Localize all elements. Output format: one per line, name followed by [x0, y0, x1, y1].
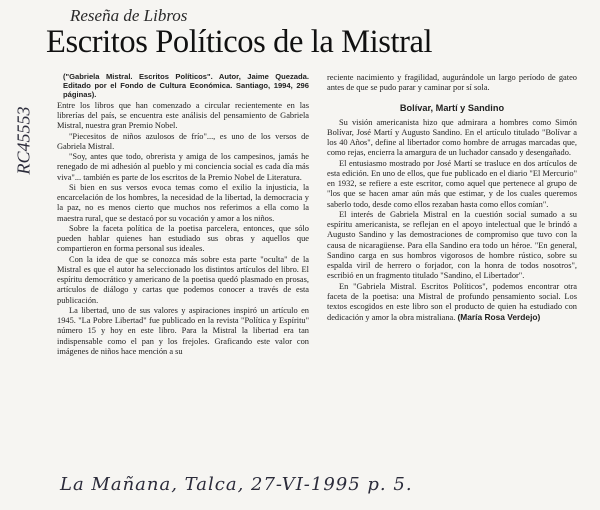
paragraph: "Soy, antes que todo, obrerista y amiga de los campesinos, jamás he renegado de mi adhesión al pueblo y mi conciencia social es cada día más viva"... también es parte de los escritos de la Premio Nobel de Literatura. [57, 152, 309, 182]
handwritten-source-note: La Mañana, Talca, 27-VI-1995 p. 5. [60, 474, 413, 495]
catalog-code-text: RC45553 [13, 105, 34, 175]
paragraph: Su visión americanista hizo que admirara a hombres como Simón Bolívar, José Martí y Augusto Sandino. En el artículo titulado "Bolívar a los 40 Años", define al libertador como hombre de arrugas marcadas que, como rejas, encierra la amargura de un luchador cansado y desengañado. [327, 117, 577, 158]
paragraph: La libertad, uno de sus valores y aspiraciones inspiró un artículo en 1945. "La Pobre Libertad" fue publicado en la revista "Política y Espíritu" número 15 y hoy en este libro. Para la Mistral la libertad era tan indispensable como el pan y los frejoles. Graficando este valor con imágenes de niños hace mención a su [57, 305, 309, 356]
paragraph: "Piecesitos de niños azulosos de frío"..., es uno de los versos de Gabriela Mistral. [57, 131, 309, 151]
subheading: Bolívar, Martí y Sandino [399, 102, 505, 113]
section-label: Reseña de Libros [70, 6, 188, 25]
byline: (María Rosa Verdejo) [457, 312, 541, 323]
article-headline: Escritos Políticos de la Mistral [46, 24, 433, 60]
paragraph: Si bien en sus versos evoca temas como el exilio la injusticia, la encarcelación de los hombres, la necesidad de la libertad, la democracia y la paz, no es menos cierto que muchos nos referimos a ella como la maestra rural, que se destacó por su vocación y amor a los niños. [57, 182, 309, 223]
book-reference: ("Gabriela Mistral. Escritos Políticos". Autor, Jaime Quezada. Editado por el Fondo de Cultura Económica. Santiago, 1994, 296 páginas). [63, 72, 309, 99]
paragraph: El interés de Gabriela Mistral en la cuestión social sumado a su espíritu americanista, se reflejan en el apoyo intelectual que le brindó a Augusto Sandino y las demostraciones de compromiso que tuvo con la causa de nicaragüense. Para ella Sandino era todo un héroe. "En general, Sandino carga en sus hombros vigorosos de hombre rústico, sobre su espalda viril de herrero o forjador, con la honra de todos nosotros", escribió en un fragmento titulado "Sandino, el Libertador". [327, 209, 577, 281]
handwritten-catalog-code [4, 90, 44, 190]
paragraph: En "Gabriela Mistral. Escritos Políticos", podemos encontrar otra faceta de la poetisa: una Mistral de profundo pensamiento social. Los textos escogidos en este libro son el producto de quien ha estudiado con dedicación y amor la obra mistraliana. (María Rosa Verdejo) [327, 281, 577, 323]
paragraph: Con la idea de que se conozca más sobre esta parte "oculta" de la Mistral es que el autor ha seleccionado los distintos artículos del libro. El espíritu democrático y americano de la poetisa quedó plasmado en prosas, artículos de diálogo y cartas que podemos conocer a través de esta publicación. [57, 254, 309, 305]
article-column-right [327, 73, 577, 324]
paragraph: reciente nacimiento y fragilidad, augurándole un largo período de gateo antes de que se pudo parar y caminar por sí sola. [327, 73, 577, 93]
paragraph: El entusiasmo mostrado por José Martí se trasluce en dos artículos de esta edición. En uno de ellos, que fue publicado en el diario "El Mercurio" en 1932, se refiere a este escritor, como aquel que pertenece al grupo de "los que se hacen amar aún más que estimar, y de los cuales queremos saberlo todo, desde como ellos rezaban hasta como ellos comían". [327, 158, 577, 209]
paragraph: Entre los libros que han comenzado a circular recientemente en las librerías del país, se encuentra este análisis del pensamiento de Gabriela Mistral, nuestra gran Premio Nobel. [57, 100, 309, 131]
article-column-left [57, 73, 309, 357]
paragraph: Sobre la faceta política de la poetisa parcelera, entonces, que sólo pueden hablar quienes han estudiado sus obras y aquellos que compartieron en forma personal sus ideales. [57, 223, 309, 254]
